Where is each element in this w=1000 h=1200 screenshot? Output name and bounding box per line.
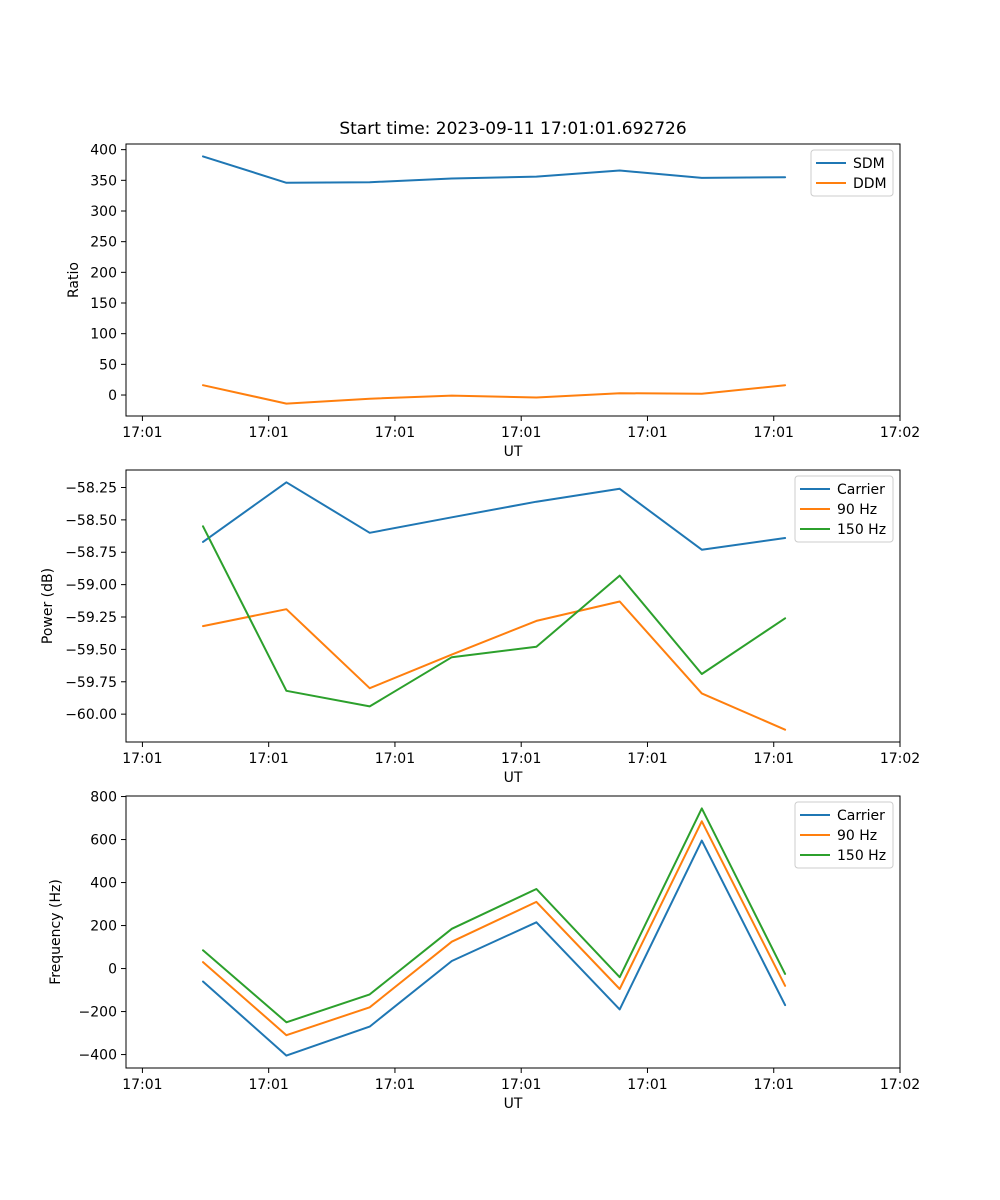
x-tick-label: 17:01 (627, 751, 668, 767)
series-line-ddm (203, 385, 785, 403)
x-tick-label: 17:01 (248, 751, 289, 767)
figure-title: Start time: 2023-09-11 17:01:01.692726 (339, 119, 687, 139)
y-tick-label: −58.50 (65, 512, 117, 529)
legend-label: 150 Hz (837, 848, 887, 864)
y-tick-label: −58.25 (65, 480, 117, 497)
x-axis-label: UT (503, 1096, 523, 1112)
series-line-90-hz (203, 821, 785, 1035)
series-line-150-hz (203, 526, 785, 706)
y-tick-label: 800 (90, 789, 117, 806)
x-tick-label: 17:01 (501, 425, 542, 441)
y-tick-label: 300 (90, 203, 117, 220)
legend-label: SDM (853, 156, 885, 172)
series-line-sdm (203, 156, 785, 182)
legend-label: DDM (853, 176, 887, 192)
y-tick-label: 50 (99, 357, 117, 374)
y-axis-label: Ratio (66, 262, 82, 298)
y-tick-label: 250 (90, 234, 117, 251)
y-axis-label: Power (dB) (40, 567, 56, 645)
y-tick-label: 600 (90, 832, 117, 849)
y-tick-label: −400 (78, 1047, 117, 1064)
y-tick-label: 350 (90, 173, 117, 190)
y-tick-label: 100 (90, 326, 117, 343)
y-tick-label: 400 (90, 142, 117, 159)
x-tick-label: 17:01 (627, 425, 668, 441)
y-tick-label: −60.00 (65, 707, 117, 724)
axes-frame (126, 144, 900, 416)
x-tick-label: 17:02 (879, 1077, 921, 1093)
x-tick-label: 17:01 (374, 1077, 416, 1093)
y-tick-label: −59.75 (65, 674, 117, 691)
x-tick-label: 17:01 (753, 425, 794, 441)
x-tick-label: 17:02 (879, 425, 921, 441)
series-line-150-hz (203, 808, 785, 1022)
y-tick-label: 200 (90, 265, 117, 282)
y-tick-label: 200 (90, 918, 117, 935)
x-tick-label: 17:01 (122, 751, 163, 767)
ratio-chart (0, 0, 1000, 460)
legend-label: 90 Hz (837, 502, 878, 518)
x-tick-label: 17:01 (374, 425, 416, 441)
y-tick-label: 150 (90, 296, 117, 313)
x-tick-label: 17:01 (627, 1077, 668, 1093)
power-chart (0, 460, 1000, 782)
y-tick-label: −59.25 (65, 610, 117, 627)
x-tick-label: 17:01 (122, 1077, 163, 1093)
x-tick-label: 17:01 (374, 751, 416, 767)
y-tick-label: −200 (78, 1004, 117, 1021)
x-tick-label: 17:01 (248, 425, 289, 441)
legend-label: Carrier (837, 808, 885, 824)
y-tick-label: −59.50 (65, 642, 117, 659)
x-tick-label: 17:02 (879, 751, 921, 767)
x-axis-label: UT (503, 770, 523, 782)
frequency-chart (0, 782, 1000, 1200)
x-axis-label: UT (503, 444, 523, 460)
x-tick-label: 17:01 (122, 425, 163, 441)
y-tick-label: −59.00 (65, 577, 117, 594)
legend-label: Carrier (837, 482, 885, 498)
x-tick-label: 17:01 (753, 1077, 794, 1093)
y-axis-label: Frequency (Hz) (48, 879, 64, 985)
series-line-carrier (203, 482, 785, 549)
y-tick-label: 0 (108, 388, 117, 405)
y-tick-label: −58.75 (65, 545, 117, 562)
series-line-90-hz (203, 602, 785, 730)
x-tick-label: 17:01 (248, 1077, 289, 1093)
x-tick-label: 17:01 (501, 1077, 542, 1093)
axes-frame (126, 470, 900, 742)
legend-label: 90 Hz (837, 828, 878, 844)
x-tick-label: 17:01 (753, 751, 794, 767)
series-line-carrier (203, 841, 785, 1056)
legend-label: 150 Hz (837, 522, 887, 538)
y-tick-label: 400 (90, 875, 117, 892)
x-tick-label: 17:01 (501, 751, 542, 767)
y-tick-label: 0 (108, 961, 117, 978)
